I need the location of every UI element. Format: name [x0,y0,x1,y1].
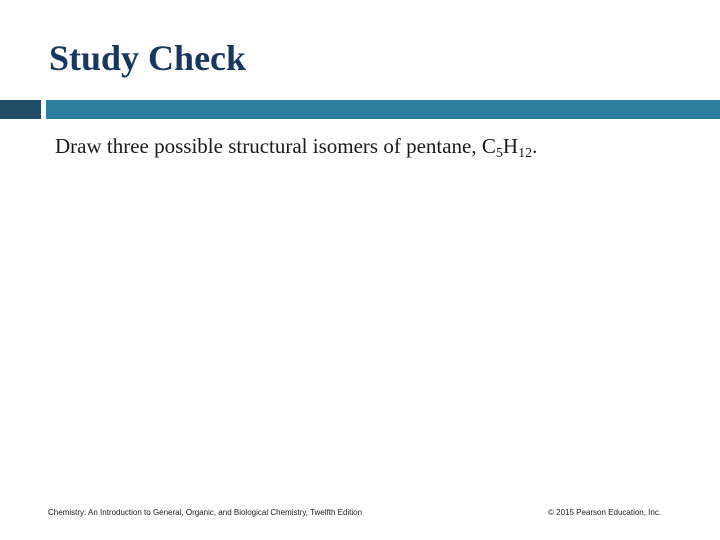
subscript-hydrogen-count: 12 [518,146,533,161]
body-text-suffix: . [532,134,538,158]
body-text [55,132,537,160]
body-text-prefix: Draw three possible structural isomers of pentane, C [55,134,496,158]
slide-title: Study Check [49,38,247,78]
title-divider-accent [0,100,41,119]
footer-copyright: © 2015 Pearson Education, Inc. [548,508,662,517]
footer-book-title: Chemistry: An Introduction to General, Organic, and Biological Chemistry, Twelfth Edition [48,508,363,517]
subscript-carbon-count: 5 [495,146,503,161]
body-text-hydrogen: H [502,134,519,158]
title-divider-bar [46,100,720,119]
